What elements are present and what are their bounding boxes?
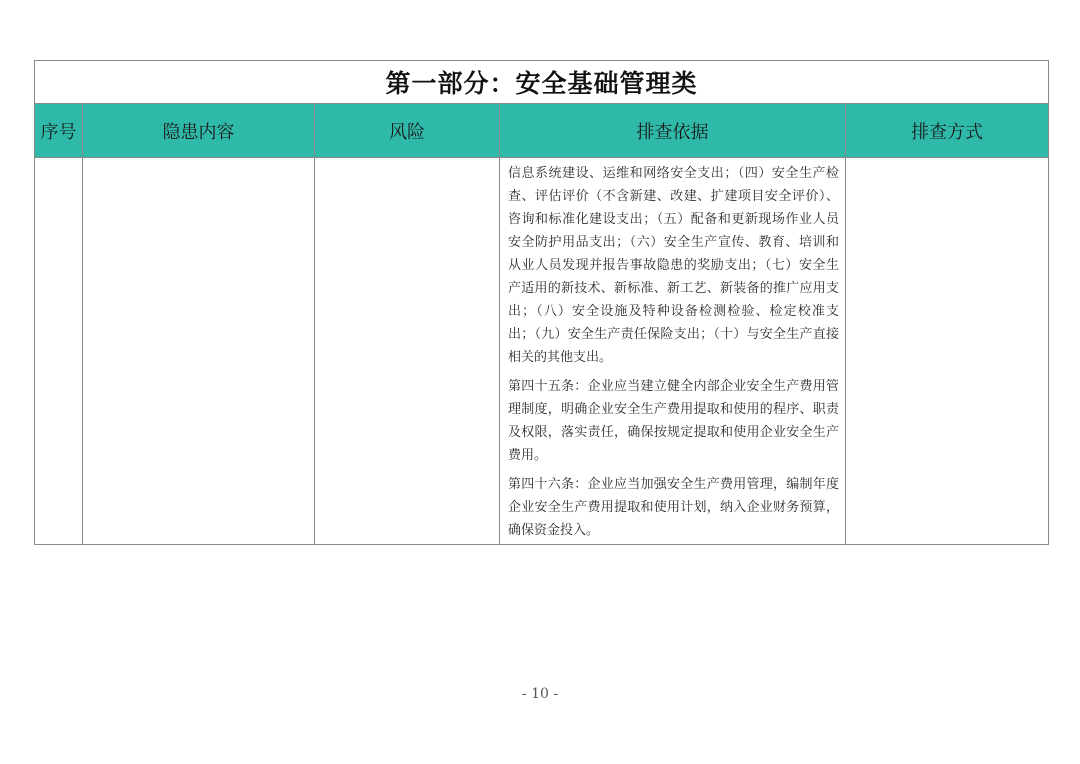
cell-check-method xyxy=(846,158,1049,545)
cell-risk xyxy=(315,158,500,545)
header-check-basis: 排查依据 xyxy=(500,104,846,158)
table-title: 第一部分：安全基础管理类 xyxy=(35,61,1049,104)
hazard-check-table xyxy=(34,60,1049,545)
header-serial: 序号 xyxy=(35,104,83,158)
header-hazard-content: 隐患内容 xyxy=(83,104,315,158)
table-row xyxy=(35,158,1049,545)
table-header-row xyxy=(35,104,1049,158)
cell-hazard-content xyxy=(83,158,315,545)
basis-paragraph: 第四十五条：企业应当建立健全内部企业安全生产费用管理制度，明确企业安全生产费用提取和使用的程序、职责及权限，落实责任，确保按规定提取和使用企业安全生产费用。 xyxy=(508,379,839,463)
cell-serial xyxy=(35,158,83,545)
basis-paragraph: 信息系统建设、运维和网络安全支出；（四）安全生产检查、评估评价（不含新建、改建、扩建项目安全评价）、咨询和标准化建设支出；（五）配备和更新现场作业人员安全防护用品支出；（六）安全生产宣传、教育、培训和从业人员发现并报告事故隐患的奖励支出；（七）安全生产适用的新技术、新标准、新工艺、新装备的推广应用支出；（八）安全设施及特种设备检测检验、检定校准支出；（九）安全生产责任保险支出；（十）与安全生产直接相关的其他支出。 xyxy=(508,166,839,365)
basis-paragraph: 第四十六条：企业应当加强安全生产费用管理，编制年度企业安全生产费用提取和使用计划，纳入企业财务预算，确保资金投入。 xyxy=(508,477,839,538)
page-number: - 10 - xyxy=(521,686,559,702)
cell-check-basis xyxy=(500,158,846,545)
header-check-method: 排查方式 xyxy=(846,104,1049,158)
header-risk: 风险 xyxy=(315,104,500,158)
